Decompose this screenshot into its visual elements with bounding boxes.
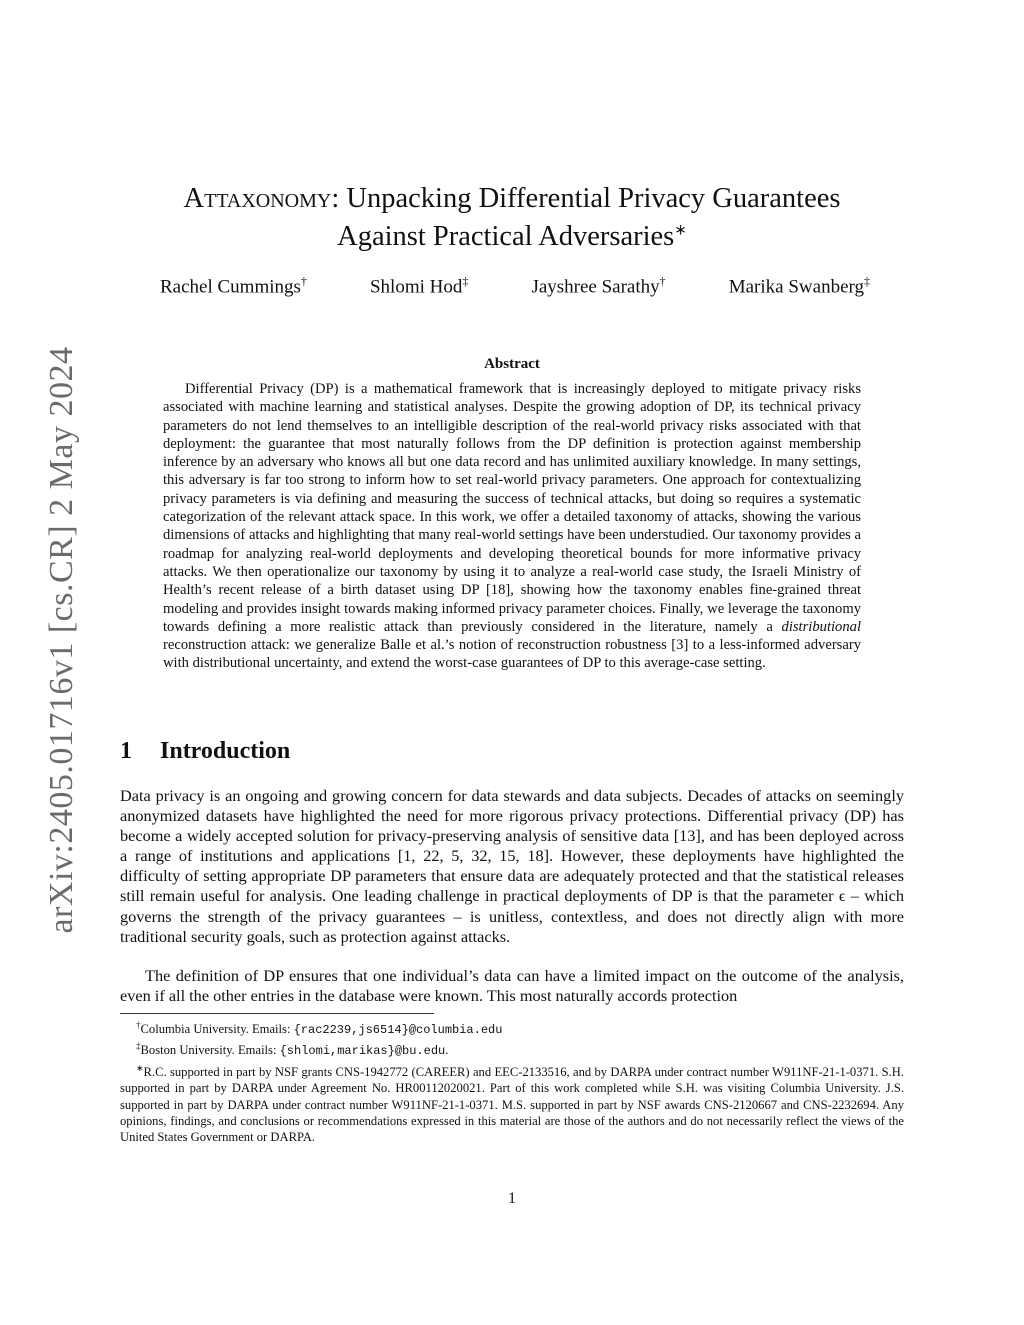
- author-name: Shlomi Hod: [369, 276, 463, 298]
- footnote-boston: [120, 1038, 904, 1059]
- author: [160, 274, 307, 298]
- title-line2: Against Practical Adversaries: [337, 221, 675, 252]
- section-number: 1: [120, 738, 132, 764]
- arxiv-identifier-stamp: arXiv:2405.01716v1 [cs.CR] 2 May 2024: [43, 346, 80, 934]
- author-name: Rachel Cummings: [160, 276, 301, 298]
- footnote-mark: ∗: [136, 1062, 144, 1073]
- abstract-body: [163, 380, 861, 673]
- section-title: Introduction: [160, 738, 291, 764]
- footnote-emails: {rac2239,js6514}@columbia.edu: [293, 1023, 503, 1038]
- title-footnote-mark: ∗: [674, 222, 687, 239]
- footnote-divider: [120, 1013, 434, 1014]
- author-name: Jayshree Sarathy: [531, 276, 660, 298]
- footnote-text: Boston University. Emails:: [140, 1043, 280, 1058]
- author-affiliation-mark: ‡: [462, 274, 469, 288]
- author-name: Marika Swanberg: [728, 276, 864, 298]
- footnote-columbia: [120, 1017, 904, 1038]
- footnote-mark: †: [136, 1020, 141, 1030]
- paper-title: [140, 180, 884, 256]
- footnotes: [120, 1017, 904, 1146]
- footnote-suffix: .: [445, 1043, 449, 1058]
- author-affiliation-mark: †: [659, 274, 666, 288]
- abstract-emphasis: distributional: [781, 618, 861, 635]
- title-name: Attaxonomy: [183, 183, 332, 214]
- footnote-mark: ‡: [136, 1041, 141, 1052]
- abstract-text-part2: reconstruction attack: we generalize Balle et al.’s notion of reconstruction robustness [3] to a less-informed adversary with distributional uncertainty, and extend the worst-case guarantees of DP to this average-case setting.: [163, 637, 861, 672]
- section-heading: [120, 738, 290, 765]
- author-list: [160, 274, 870, 298]
- author: [729, 274, 870, 298]
- author: [531, 274, 665, 298]
- body-paragraph: Data privacy is an ongoing and growing concern for data stewards and data subjects. Decades of attacks on seemingly anonymized datasets have highlighted the need for more rigorous privacy protections. Differential privacy (DP) has become a widely accepted solution for privacy-preserving analysis of sensitive data [13], and has been deployed across a range of institutions and applications [1, 22, 5, 32, 15, 18]. However, these deployments have highlighted the difficulty of setting appropriate DP parameters that ensure data are adequately protected and that the statistical releases still remain useful for analysis. One leading challenge in practical deployments of DP is that the parameter ϵ – which governs the strength of the privacy guarantees – is unitless, contextless, and does not directly align with more traditional security goals, such as protection against attacks.: [120, 786, 904, 946]
- abstract-text-part1: Differential Privacy (DP) is a mathematical framework that is increasingly deployed to mitigate privacy risks associated with machine learning and statistical analyses. Despite the growing adoption of DP, its technical privacy parameters do not lend themselves to an intelligible description of the real-world privacy risks associated with that deployment: the guarantee that most naturally follows from the DP definition is protection against membership inference by an adversary who knows all but one data record and has unlimited auxiliary knowledge. In many settings, this adversary is far too strong to inform how to set real-world privacy parameters. One approach for contextualizing privacy parameters is via defining and measuring the success of technical attacks, but doing so requires a systematic categorization of the relevant attack space. In this work, we offer a detailed taxonomy of attacks, showing the various dimensions of attacks and highlighting that many real-world settings have been understudied. Our taxonomy provides a roadmap for analyzing real-world deployments and developing theoretical bounds for more informative privacy attacks. We then operationalize our taxonomy by using it to analyze a real-world case study, the Israeli Ministry of Health’s recent release of a birth dataset using DP [18], showing how the taxonomy enables fine-grained threat modeling and provides insight towards making informed privacy parameter choices. Finally, we leverage the taxonomy towards defining a more realistic attack than previously considered in the literature, namely a: [163, 381, 861, 635]
- footnote-funding: [120, 1060, 904, 1146]
- abstract-heading: Abstract: [484, 356, 540, 372]
- footnote-text: Columbia University. Emails:: [140, 1022, 294, 1037]
- body-paragraph: The definition of DP ensures that one individual’s data can have a limited impact on the outcome of the analysis, even if all the other entries in the database were known. This most naturally accords protection: [120, 966, 904, 1006]
- footnote-text: R.C. supported in part by NSF grants CNS-1942772 (CAREER) and EEC-2133516, and by DARPA under contract number W911NF-21-1-0371. S.H. supported in part by DARPA under Agreement No. HR00112020021. Part of this work completed while S.H. was visiting Columbia University. J.S. supported in part by DARPA under contract number W911NF-21-1-0371. M.S. supported in part by NSF awards CNS-2120667 and CNS-2232694. Any opinions, findings, and conclusions or recommendations expressed in this material are those of the authors and do not necessarily reflect the views of the United States Government or DARPA.: [120, 1065, 904, 1145]
- author-affiliation-mark: ‡: [864, 274, 870, 288]
- author: [370, 274, 468, 298]
- footnote-emails: {shlomi,marikas}@bu.edu: [279, 1044, 446, 1059]
- title-line1: : Unpacking Differential Privacy Guarantees: [331, 183, 841, 214]
- page-number: 1: [508, 1190, 516, 1207]
- author-affiliation-mark: †: [300, 274, 307, 288]
